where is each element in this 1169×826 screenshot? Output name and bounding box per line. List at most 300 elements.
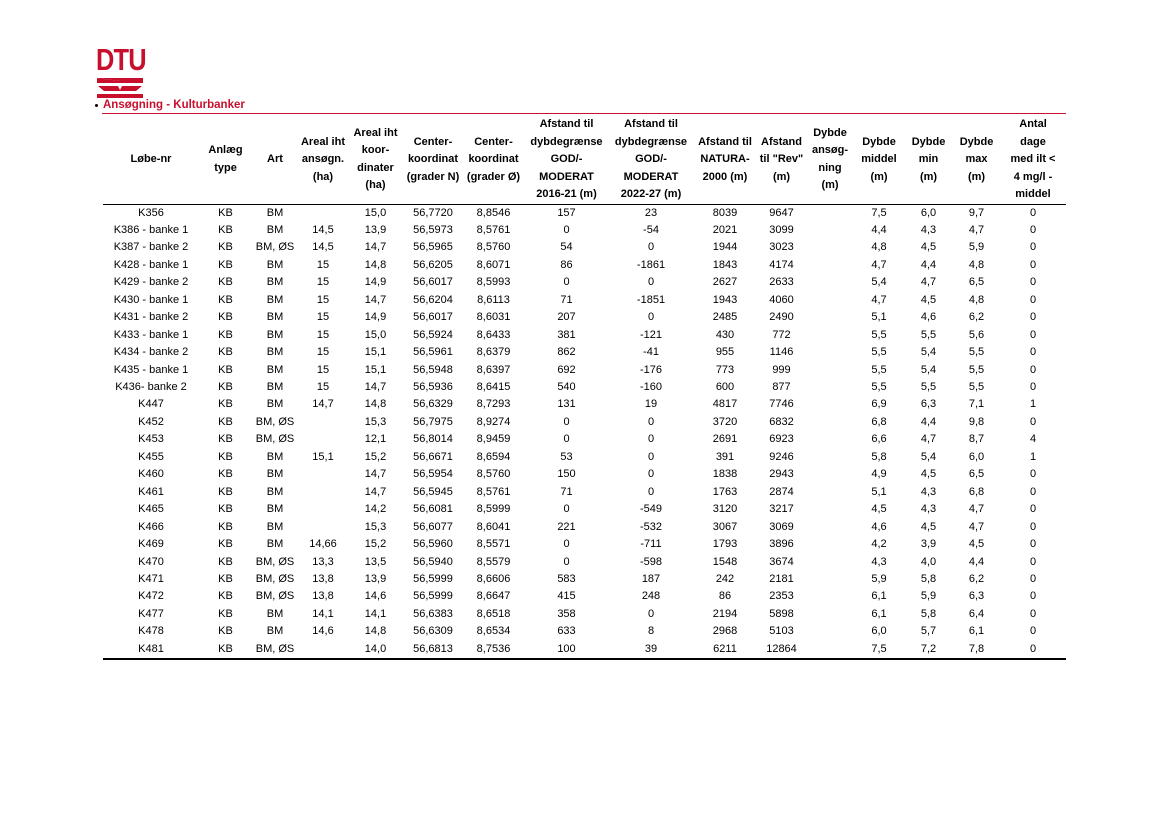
table-cell: 0	[1029, 258, 1037, 271]
table-cell: 0	[647, 433, 655, 446]
table-cell: 14,6	[312, 625, 334, 638]
table-cell: 0	[563, 555, 570, 568]
table-cell: 0	[1029, 415, 1037, 428]
table-cell: 8,6594	[476, 450, 511, 463]
table-cell: 0	[647, 485, 655, 498]
table-cell: 14,7	[364, 293, 387, 306]
table-cell: 5898	[769, 607, 794, 620]
table-cell: BM	[266, 381, 284, 394]
table-cell: K431 - banke 2	[113, 311, 189, 324]
table-cell: 8,6433	[476, 328, 511, 341]
table-cell: BM	[266, 223, 284, 236]
table-cell: 540	[557, 381, 576, 394]
table-cell: K386 - banke 1	[113, 223, 189, 236]
table-cell	[806, 449, 854, 466]
table-cell: BM, ØS	[255, 415, 295, 428]
table-cell: 14,7	[312, 398, 334, 411]
table-cell: 15,1	[364, 346, 387, 359]
table-cell: 1943	[712, 293, 738, 306]
dtu-logo-text: DTU	[96, 42, 146, 77]
table-cell: 56,5924	[413, 328, 453, 341]
table-cell: 6832	[769, 415, 794, 428]
table-cell	[298, 519, 348, 536]
table-cell: 0	[1029, 311, 1037, 324]
table-header-row	[103, 116, 1066, 204]
table-cell: 5,5	[871, 381, 887, 394]
table-cell: 8,5760	[476, 468, 511, 481]
header-cell: Afstand til NATURA- 2000 (m)	[693, 116, 757, 204]
table-cell: 4,5	[920, 241, 937, 254]
table-cell: 14,7	[364, 381, 387, 394]
table-cell: K453	[138, 433, 164, 446]
table-cell: 8	[647, 625, 655, 638]
table-cell: KB	[218, 555, 233, 568]
table-cell: 0	[563, 538, 570, 551]
table-cell: 15	[316, 258, 330, 271]
table-cell: 8,9459	[476, 433, 511, 446]
table-cell: 71	[560, 485, 573, 498]
table-cell: 4,5	[920, 468, 937, 481]
subtitle-rule	[102, 113, 1066, 114]
table-cell: BM, ØS	[255, 590, 295, 603]
table-cell: 3023	[769, 241, 794, 254]
table-cell: KB	[218, 206, 233, 219]
table-cell: 3120	[712, 503, 738, 516]
table-row	[103, 222, 1066, 239]
table-cell: 4,4	[920, 258, 937, 271]
table-cell: BM	[266, 206, 284, 219]
table-cell: K435 - banke 1	[113, 363, 189, 376]
table-cell: 13,9	[364, 223, 387, 236]
table-cell: 14,0	[348, 641, 403, 659]
table-cell	[298, 484, 348, 501]
table-cell: 6,8	[871, 415, 887, 428]
table-cell: KB	[218, 607, 233, 620]
table-cell: BM	[266, 398, 284, 411]
table-cell: BM	[266, 363, 284, 376]
table-cell: 4,8	[968, 293, 985, 306]
table-cell	[806, 536, 854, 553]
table-cell: 3069	[769, 520, 794, 533]
table-cell: KB	[218, 468, 233, 481]
table-cell: 5,4	[920, 363, 937, 376]
table-cell: KB	[218, 398, 233, 411]
table-cell: 5,8	[871, 450, 887, 463]
table-cell: 8039	[712, 206, 738, 219]
table-cell: 5,7	[920, 625, 937, 638]
table-cell	[806, 222, 854, 239]
table-cell: 5,9	[871, 573, 887, 586]
table-cell	[806, 484, 854, 501]
table-cell	[298, 641, 348, 659]
table-cell: 8,6379	[476, 346, 511, 359]
table-cell: 6,8	[968, 485, 985, 498]
table-cell: 157	[557, 206, 576, 219]
table-cell: -176	[639, 363, 663, 376]
table-cell: 0	[1029, 625, 1037, 638]
table-cell	[806, 466, 854, 483]
table-cell: 15	[316, 363, 330, 376]
table-cell: 8,6031	[476, 311, 511, 324]
table-cell: 4,0	[920, 555, 937, 568]
table-cell: K452	[138, 415, 164, 428]
table-cell: 8,5761	[476, 223, 511, 236]
table-row	[103, 554, 1066, 571]
table-cell: 6,5	[968, 276, 985, 289]
table-cell: 14,8	[364, 258, 387, 271]
table-cell: 5,5	[871, 328, 887, 341]
table-cell	[806, 641, 854, 659]
table-cell: 6,5	[968, 468, 985, 481]
table-cell: 56,5954	[413, 468, 453, 481]
table-cell: 0	[1029, 241, 1037, 254]
table-cell: 877	[772, 381, 791, 394]
table-cell: 7,8	[953, 641, 1000, 659]
table-row	[103, 641, 1066, 659]
table-cell: 14,5	[312, 223, 334, 236]
table-cell: 6,3	[920, 398, 937, 411]
table-cell: 6,0	[968, 450, 985, 463]
table-cell: 6,6	[871, 433, 887, 446]
table-cell: BM	[266, 293, 284, 306]
table-cell: BM	[266, 468, 284, 481]
table-cell: 0	[1029, 206, 1037, 219]
table-cell: 15	[316, 346, 330, 359]
table-row	[103, 257, 1066, 274]
table-row	[103, 396, 1066, 413]
table-cell: 56,5961	[413, 346, 453, 359]
header-cell: Dybde middel (m)	[854, 116, 904, 204]
table-row	[103, 466, 1066, 483]
table-cell: K469	[138, 538, 164, 551]
header-cell: Løbe-nr	[103, 116, 199, 204]
table-cell: 15	[316, 381, 330, 394]
table-cell: 56,5965	[413, 241, 453, 254]
table-cell: 86	[560, 258, 573, 271]
table-cell: 56,5999	[413, 573, 453, 586]
table-row	[103, 414, 1066, 431]
table-cell: 4,5	[920, 520, 937, 533]
table-cell: 53	[560, 450, 573, 463]
table-cell: 8,7536	[463, 641, 524, 659]
table-cell: 415	[557, 590, 576, 603]
table-cell: 5,1	[871, 485, 887, 498]
table-cell: KB	[218, 415, 233, 428]
table-cell: 430	[715, 328, 735, 341]
table-cell	[806, 588, 854, 605]
table-cell: 7,5	[871, 206, 887, 219]
table-cell: 2490	[769, 311, 794, 324]
table-cell: 692	[557, 363, 576, 376]
table-row	[103, 606, 1066, 623]
table-cell	[806, 292, 854, 309]
table-cell: 7,5	[854, 641, 904, 659]
table-cell: 0	[1000, 641, 1066, 659]
table-cell: 15,0	[364, 328, 387, 341]
table-cell: 1	[1029, 398, 1037, 411]
table-cell: 0	[1029, 346, 1037, 359]
table-cell: 6923	[769, 433, 794, 446]
dtu-logo	[96, 44, 148, 104]
table-cell: 15	[316, 276, 330, 289]
table-cell: BM	[266, 258, 284, 271]
table-cell: 14,7	[364, 241, 387, 254]
table-cell: -121	[639, 328, 663, 341]
table-body	[103, 204, 1066, 659]
table-cell: 56,6077	[413, 520, 453, 533]
table-cell: KB	[199, 641, 252, 659]
table-row	[103, 431, 1066, 448]
table-cell: 56,6017	[413, 276, 453, 289]
header-cell: Dybde max (m)	[953, 116, 1000, 204]
table-cell: BM, ØS	[255, 573, 295, 586]
table-row	[103, 501, 1066, 518]
table-cell	[806, 431, 854, 448]
table-cell: 8,6397	[476, 363, 511, 376]
header-cell: Center- koordinat (grader Ø)	[463, 116, 524, 204]
table-cell: BM, ØS	[255, 555, 295, 568]
table-cell: 15,1	[364, 363, 387, 376]
table-cell: 4,3	[920, 223, 937, 236]
table-row	[103, 519, 1066, 536]
table-cell: KB	[218, 328, 233, 341]
table-cell: KB	[218, 573, 233, 586]
table-cell: 1843	[712, 258, 738, 271]
table-cell	[298, 204, 348, 222]
table-cell: 8,6534	[476, 625, 511, 638]
table-cell: 150	[557, 468, 576, 481]
table-cell: 6,4	[968, 607, 985, 620]
table-cell: 14,2	[364, 503, 387, 516]
table-cell	[806, 554, 854, 571]
table-row	[103, 449, 1066, 466]
table-cell: 13,9	[364, 573, 387, 586]
table-cell: KB	[218, 293, 233, 306]
table-cell: BM	[266, 311, 284, 324]
table-cell: 14,7	[364, 468, 387, 481]
table-cell: KB	[218, 241, 233, 254]
table-cell: 8,6518	[476, 607, 511, 620]
table-cell: 14,7	[364, 485, 387, 498]
table-cell: 5,5	[920, 328, 937, 341]
table-cell: KB	[218, 223, 233, 236]
table-cell: 100	[524, 641, 609, 659]
table-cell: 8,7293	[476, 398, 511, 411]
table-cell: 9,7	[968, 206, 985, 219]
table-cell: K387 - banke 2	[113, 241, 189, 254]
table-cell: -549	[639, 503, 663, 516]
table-cell: KB	[218, 485, 233, 498]
table-cell: 3674	[769, 555, 794, 568]
table-cell: 633	[557, 625, 576, 638]
table-cell: 1763	[712, 485, 738, 498]
table-cell: 15	[316, 328, 330, 341]
table-cell: 131	[557, 398, 576, 411]
header-cell: Center- koordinat (grader N)	[403, 116, 463, 204]
table-cell: 4,5	[968, 538, 985, 551]
table-cell: 4,7	[871, 258, 887, 271]
table-cell: 381	[557, 328, 576, 341]
table-cell: 0	[1029, 381, 1037, 394]
table-cell: 6,2	[968, 573, 985, 586]
table-cell: 8,9274	[476, 415, 511, 428]
table-cell	[806, 274, 854, 291]
table-cell: 56,5940	[413, 555, 453, 568]
table-cell: BM, ØS	[255, 433, 295, 446]
header-cell: Anlæg type	[199, 116, 252, 204]
table-cell: K470	[138, 555, 164, 568]
table-cell: -1851	[636, 293, 666, 306]
table-cell: 4,8	[968, 258, 985, 271]
table-cell: 773	[715, 363, 735, 376]
table-cell: 4,3	[920, 503, 937, 516]
table-cell: -41	[643, 346, 659, 359]
table-cell: 5,9	[968, 241, 985, 254]
table-cell: BM	[266, 276, 284, 289]
table-cell: 3,9	[920, 538, 937, 551]
table-cell: 358	[557, 607, 576, 620]
table-cell: K471	[138, 573, 164, 586]
table-cell: 8,5760	[476, 241, 511, 254]
table-cell: -532	[639, 520, 663, 533]
table-cell: 8,8546	[476, 206, 511, 219]
table-cell: 0	[1029, 555, 1037, 568]
table-cell: 2627	[712, 276, 738, 289]
table-cell	[806, 309, 854, 326]
table-cell: 8,6606	[476, 573, 511, 586]
table-cell: 242	[715, 573, 735, 586]
table-cell: 3896	[769, 538, 794, 551]
table-cell: 56,6813	[403, 641, 463, 659]
table-cell: -1861	[636, 258, 666, 271]
table-cell: 1146	[769, 346, 794, 359]
table-row	[103, 292, 1066, 309]
table-cell: BM	[266, 538, 284, 551]
table-cell: K428 - banke 1	[113, 258, 189, 271]
table-cell: 2485	[712, 311, 738, 324]
table-cell: 2943	[769, 468, 794, 481]
table-cell: KB	[218, 590, 233, 603]
table-cell: 2633	[769, 276, 794, 289]
table-cell: 56,6205	[413, 258, 453, 271]
table-cell: 1	[1029, 450, 1037, 463]
table-cell	[806, 414, 854, 431]
table-cell: 4,8	[871, 241, 887, 254]
dtu-logo-mark-icon	[96, 76, 144, 100]
table-cell: 4817	[712, 398, 738, 411]
table-cell: 14,66	[309, 538, 337, 551]
table-cell: 6,1	[968, 625, 985, 638]
table-cell: 0	[563, 276, 570, 289]
table-cell: 56,5960	[413, 538, 453, 551]
table-cell: 6,1	[871, 607, 887, 620]
table-cell: BM	[266, 450, 284, 463]
table-cell	[806, 623, 854, 640]
table-cell: 6,3	[968, 590, 985, 603]
table-cell: 2181	[769, 573, 794, 586]
table-cell	[806, 327, 854, 344]
table-cell: 0	[1029, 468, 1037, 481]
table-cell: 0	[1029, 223, 1037, 236]
table-cell: 0	[1029, 276, 1037, 289]
table-cell: 2194	[712, 607, 738, 620]
table-cell: 15,2	[364, 538, 387, 551]
table-cell: 56,5999	[413, 590, 453, 603]
table-cell: KB	[218, 363, 233, 376]
table-cell	[298, 431, 348, 448]
table-cell: 8,5579	[476, 555, 511, 568]
table-cell: 7,2	[904, 641, 953, 659]
table-cell: 0	[1029, 485, 1037, 498]
table-cell: BM	[266, 485, 284, 498]
table-cell: 8,5571	[476, 538, 511, 551]
table-cell: 56,6329	[413, 398, 453, 411]
table-cell: 3720	[712, 415, 738, 428]
data-table	[103, 116, 1066, 660]
table-cell: 3067	[712, 520, 738, 533]
table-cell: 4,7	[968, 503, 985, 516]
table-cell: KB	[218, 503, 233, 516]
table-cell: KB	[218, 450, 233, 463]
table-cell: BM	[266, 328, 284, 341]
table-cell: 5,5	[871, 363, 887, 376]
table-cell: 5,9	[920, 590, 937, 603]
table-cell: KB	[218, 520, 233, 533]
table-cell: 4,7	[920, 276, 937, 289]
table-cell	[806, 396, 854, 413]
table-row	[103, 274, 1066, 291]
table-cell: 19	[644, 398, 658, 411]
table-cell: 13,3	[312, 555, 334, 568]
table-cell: 14,6	[364, 590, 387, 603]
table-cell	[806, 606, 854, 623]
table-cell: 1944	[712, 241, 738, 254]
table-row	[103, 379, 1066, 396]
header-cell: Afstand til dybdegrænse GOD/- MODERAT 2022-27 (m)	[609, 116, 693, 204]
table-row	[103, 204, 1066, 222]
table-cell: KB	[218, 346, 233, 359]
table-cell: 14,9	[364, 276, 387, 289]
table-cell: BM	[266, 503, 284, 516]
table-cell: 600	[715, 381, 735, 394]
table-cell: 4060	[769, 293, 794, 306]
table-cell: 4,5	[920, 293, 937, 306]
table-cell: 7746	[769, 398, 794, 411]
table-cell: K477	[138, 607, 164, 620]
table-cell: 1548	[712, 555, 738, 568]
table-cell: KB	[218, 311, 233, 324]
table-cell: 56,6204	[413, 293, 453, 306]
table-cell: KB	[218, 538, 233, 551]
table-cell: 56,6017	[413, 311, 453, 324]
table-cell: 14,9	[364, 311, 387, 324]
table-cell: 56,6671	[413, 450, 453, 463]
table-cell: 6,1	[871, 590, 887, 603]
table-cell: 9,8	[968, 415, 985, 428]
table-cell: 5,4	[920, 346, 937, 359]
table-cell: 15,2	[364, 450, 387, 463]
header-cell: Afstand til "Rev" (m)	[757, 116, 806, 204]
table-cell: 187	[641, 573, 661, 586]
table-cell: 5,5	[871, 346, 887, 359]
header-cell: Areal iht ansøgn. (ha)	[298, 116, 348, 204]
table-cell: 2353	[769, 590, 794, 603]
table-cell: 0	[647, 607, 655, 620]
table-cell: -598	[639, 555, 663, 568]
table-cell: KB	[218, 433, 233, 446]
table-cell: 0	[563, 223, 570, 236]
header-cell: Afstand til dybdegrænse GOD/- MODERAT 2016-21 (m)	[524, 116, 609, 204]
